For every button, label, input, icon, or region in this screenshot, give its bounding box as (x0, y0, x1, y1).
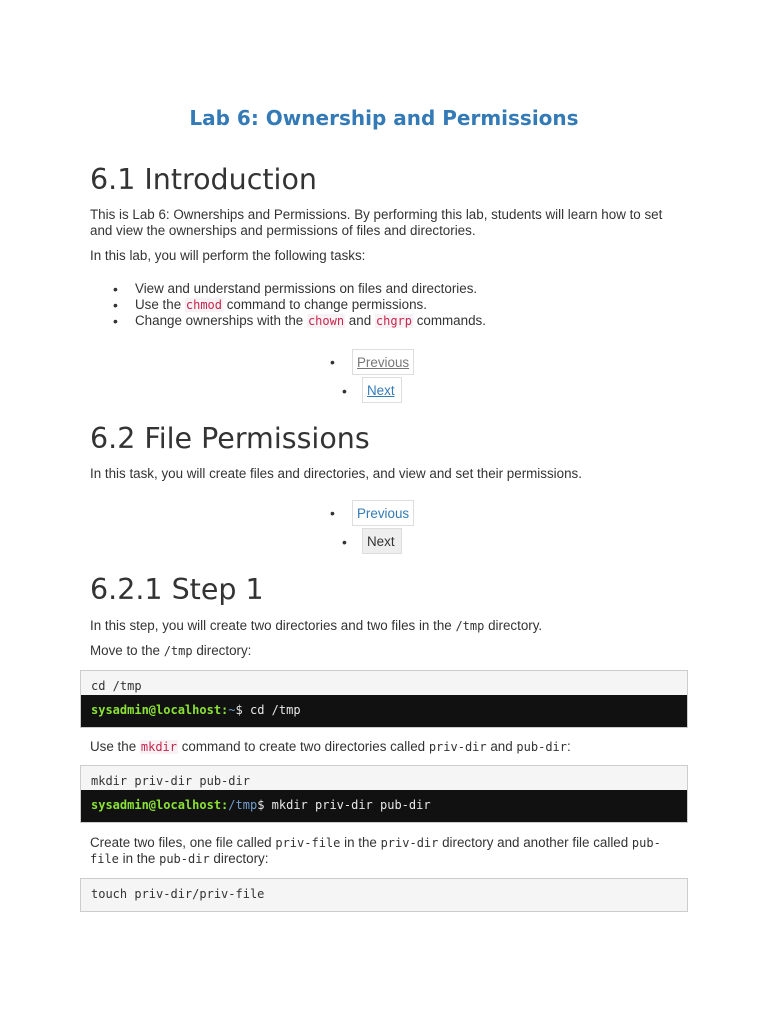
inline-code-pub-file: file (90, 852, 119, 866)
inline-code-tmp: /tmp (455, 619, 485, 633)
inline-code-pub-file: pub- (631, 836, 661, 850)
command-block-cd (80, 670, 688, 728)
task-list (90, 281, 486, 329)
prompt-user: sysadmin@localhost (91, 798, 222, 812)
inline-code-priv-dir: priv-dir (428, 740, 487, 754)
pager-bullet: • (330, 505, 335, 521)
step-paragraph: Move to the /tmp directory: (90, 643, 252, 658)
file-permissions-paragraph: In this task, you will create files and directories, and view and set their permissions. (90, 466, 582, 481)
page-title: Lab 6: Ownership and Permissions (189, 106, 579, 130)
inline-code-chmod: chmod (185, 298, 222, 312)
typed-command: mkdir priv-dir pub-dir (271, 798, 431, 812)
inline-code-tmp: /tmp (163, 644, 193, 658)
list-item: • Use the chmod command to change permissions. (90, 297, 486, 313)
inline-code-priv-file: priv-file (275, 836, 341, 850)
previous-button[interactable]: Previous (352, 500, 414, 526)
list-item: • View and understand permissions on files and directories. (90, 281, 486, 297)
command-text[interactable]: touch priv-dir/priv-file (91, 887, 265, 901)
list-item: • Change ownerships with the chown and chgrp commands. (90, 313, 486, 329)
step-paragraph: In this step, you will create two directories and two files in the /tmp directory. (90, 618, 543, 633)
pager-bullet: • (330, 354, 335, 370)
pager-bullet: • (342, 383, 347, 399)
previous-button[interactable]: Previous (352, 349, 414, 375)
intro-paragraph: This is Lab 6: Ownerships and Permissions. By performing this lab, students will learn how to set and view the ownerships and permissions of files and directories. (90, 207, 663, 238)
inline-code-chgrp: chgrp (375, 314, 412, 328)
typed-command: cd /tmp (249, 703, 301, 717)
inline-code-pub-dir: pub-dir (159, 852, 210, 866)
section-heading-step-1: 6.2.1 Step 1 (90, 573, 264, 606)
section-heading-introduction: 6.1 Introduction (90, 163, 317, 196)
tasks-lead-paragraph: In this lab, you will perform the following tasks: (90, 248, 366, 263)
step-paragraph: Use the mkdir command to create two directories called priv-dir and pub-dir: (90, 739, 571, 754)
inline-code-pub-dir: pub-dir (516, 740, 567, 754)
section-heading-file-permissions: 6.2 File Permissions (90, 422, 370, 455)
command-block-mkdir (80, 765, 688, 823)
pager-bullet: • (342, 534, 347, 550)
inline-code-priv-dir: priv-dir (380, 836, 439, 850)
command-text[interactable]: mkdir priv-dir pub-dir (91, 774, 250, 788)
command-text[interactable]: cd /tmp (91, 679, 142, 693)
prompt-user: sysadmin@localhost (91, 703, 222, 717)
next-button[interactable]: Next (362, 377, 402, 403)
prompt-path: /tmp (228, 798, 258, 812)
terminal-output: sysadmin@localhost:/tmp$ mkdir priv-dir pub-dir (81, 790, 687, 822)
inline-code-chown: chown (307, 314, 345, 328)
step-paragraph: Create two files, one file called priv-file in the priv-dir directory and another file called pub- file in the pub-dir directory: (90, 835, 661, 866)
next-button[interactable]: Next (362, 528, 402, 554)
terminal-output: sysadmin@localhost:~$ cd /tmp (81, 695, 687, 727)
command-block-touch (80, 878, 688, 912)
prompt-path: ~ (228, 703, 236, 717)
inline-code-mkdir: mkdir (140, 740, 177, 754)
